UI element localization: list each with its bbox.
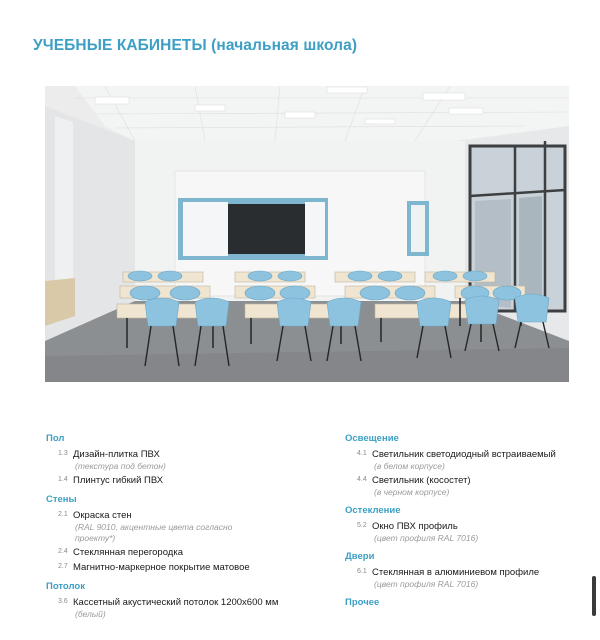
section-heading: Пол (46, 433, 65, 444)
list-item (46, 597, 336, 620)
item-note: (белый) (75, 609, 106, 619)
item-name: Светильник (косостет) (372, 475, 471, 486)
item-note: (цвет профиля RAL 7016) (374, 579, 479, 589)
classroom-photo (45, 86, 569, 382)
item-number: 2.1 (58, 511, 68, 518)
item-number: 4.1 (357, 450, 367, 457)
item-name: Окраска стен (73, 510, 132, 521)
item-name: Стеклянная в алюминиевом профиле (372, 567, 540, 578)
list-item (345, 475, 590, 498)
list-item (46, 562, 336, 574)
item-note: (цвет профиля RAL 7016) (374, 533, 479, 543)
item-note: (в белом корпусе) (374, 461, 445, 471)
item-number: 5.2 (357, 522, 367, 529)
item-number: 2.4 (58, 548, 68, 555)
section-doors (345, 551, 590, 590)
classroom-illustration (45, 86, 569, 382)
item-number: 4.4 (357, 476, 367, 483)
left-column (46, 433, 336, 627)
item-number: 1.3 (58, 450, 68, 457)
item-name: Светильник светодиодный встраиваемый (372, 449, 556, 460)
list-item (46, 475, 336, 487)
list-item (46, 449, 336, 472)
list-item (345, 449, 590, 472)
scroll-indicator[interactable] (592, 576, 596, 616)
item-name: Кассетный акустический потолок 1200х600 мм (73, 597, 279, 608)
item-number: 3.6 (58, 598, 68, 605)
section-heading: Двери (345, 551, 375, 562)
item-note: (в черном корпусе) (374, 487, 450, 497)
section-heading: Потолок (46, 581, 85, 592)
section-heading: Освещение (345, 433, 399, 444)
item-name: Магнитно-маркерное покрытие матовое (73, 562, 250, 573)
item-name: Стеклянная перегородка (73, 547, 183, 558)
list-item (46, 510, 336, 544)
list-item (345, 521, 590, 544)
item-name: Дизайн-плитка ПВХ (73, 449, 160, 460)
section-floor (46, 433, 336, 487)
section-glazing (345, 505, 590, 544)
item-number: 2.7 (58, 563, 68, 570)
list-item (345, 567, 590, 590)
item-number: 1.4 (58, 476, 68, 483)
section-heading: Остекление (345, 505, 401, 516)
section-walls (46, 494, 336, 574)
item-number: 6.1 (357, 568, 367, 575)
section-heading: Стены (46, 494, 77, 505)
item-note: (RAL 9010, акцентные цвета согласно проекту*) (75, 522, 233, 543)
item-name: Окно ПВХ профиль (372, 521, 458, 532)
right-column (345, 433, 590, 615)
page-title: УЧЕБНЫЕ КАБИНЕТЫ (начальная школа) (33, 37, 358, 54)
section-heading: Прочее (345, 597, 380, 608)
list-item (46, 547, 336, 559)
section-ceiling (46, 581, 336, 620)
section-lighting (345, 433, 590, 498)
item-note: (текстура под бетон) (75, 461, 166, 471)
section-other (345, 597, 590, 608)
item-name: Плинтус гибкий ПВХ (73, 475, 164, 486)
